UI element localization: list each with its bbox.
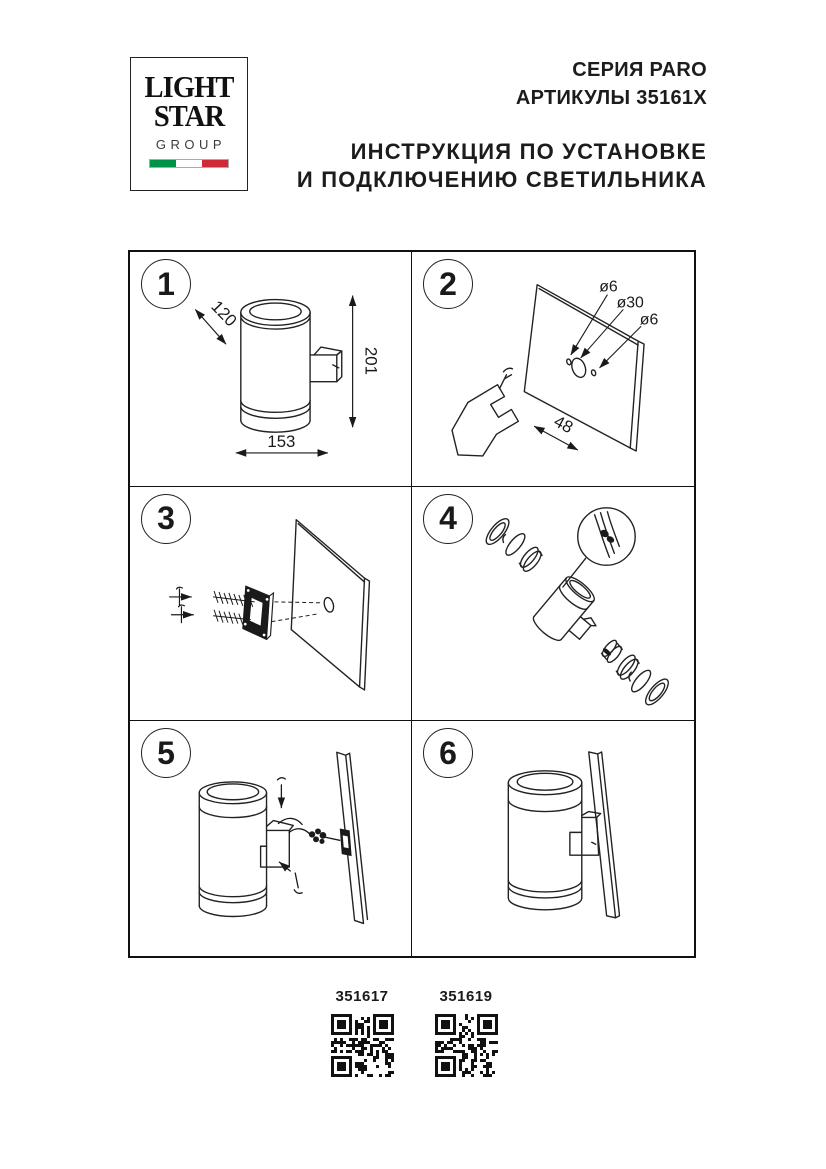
flag-red-stripe [202, 160, 228, 167]
article-number-label: 351617 [335, 988, 389, 1005]
qr-item [433, 988, 499, 1077]
italy-flag-icon [150, 160, 228, 167]
step-panel-2 [412, 252, 694, 487]
step-number: 3 [157, 500, 175, 537]
articles-title: АРТИКУЛЫ 35161X [515, 87, 707, 109]
dim-hole-left: ø6 [599, 278, 618, 296]
instruction-title-line2: И ПОДКЛЮЧЕНИЮ СВЕТИЛЬНИКА [296, 167, 707, 192]
step-number: 1 [157, 265, 175, 302]
instruction-grid [128, 250, 696, 958]
qr-code-icon [435, 1014, 498, 1077]
dim-hole-right: ø6 [639, 311, 659, 329]
instruction-title-line1: ИНСТРУКЦИЯ ПО УСТАНОВКЕ [350, 139, 707, 164]
logo-word-light: LIGHT [144, 69, 234, 104]
qr-item [329, 988, 395, 1077]
step-number-badge [423, 494, 473, 544]
dim-depth: 120 [207, 296, 241, 331]
flag-white-stripe [176, 160, 202, 167]
dim-spacing: 48 [550, 411, 577, 438]
qr-section [329, 988, 499, 1077]
step-number: 2 [439, 265, 457, 302]
step-number: 6 [439, 734, 457, 771]
qr-code-icon [331, 1014, 394, 1077]
dim-width: 153 [267, 431, 296, 451]
flag-green-stripe [150, 160, 176, 167]
step-number-badge [141, 494, 191, 544]
document-header [297, 56, 707, 194]
step-number-badge [423, 259, 473, 309]
series-title: СЕРИЯ PARO [572, 59, 707, 81]
step-number: 5 [157, 734, 175, 771]
step-panel-1 [130, 252, 412, 487]
step-panel-6 [412, 721, 694, 956]
dim-hole-center: ø30 [616, 294, 644, 312]
step-panel-5 [130, 721, 412, 956]
step-number-badge [141, 728, 191, 778]
step-number: 4 [439, 500, 457, 537]
step-number-badge [141, 259, 191, 309]
step-panel-3 [130, 487, 412, 722]
dim-height: 201 [361, 346, 381, 375]
step-number-badge [423, 728, 473, 778]
article-number-label: 351619 [439, 988, 493, 1005]
logo-word-star: STAR [153, 98, 225, 133]
logo-word-group: GROUP [155, 137, 227, 152]
step-panel-4 [412, 487, 694, 722]
lightstar-logo [130, 57, 248, 191]
